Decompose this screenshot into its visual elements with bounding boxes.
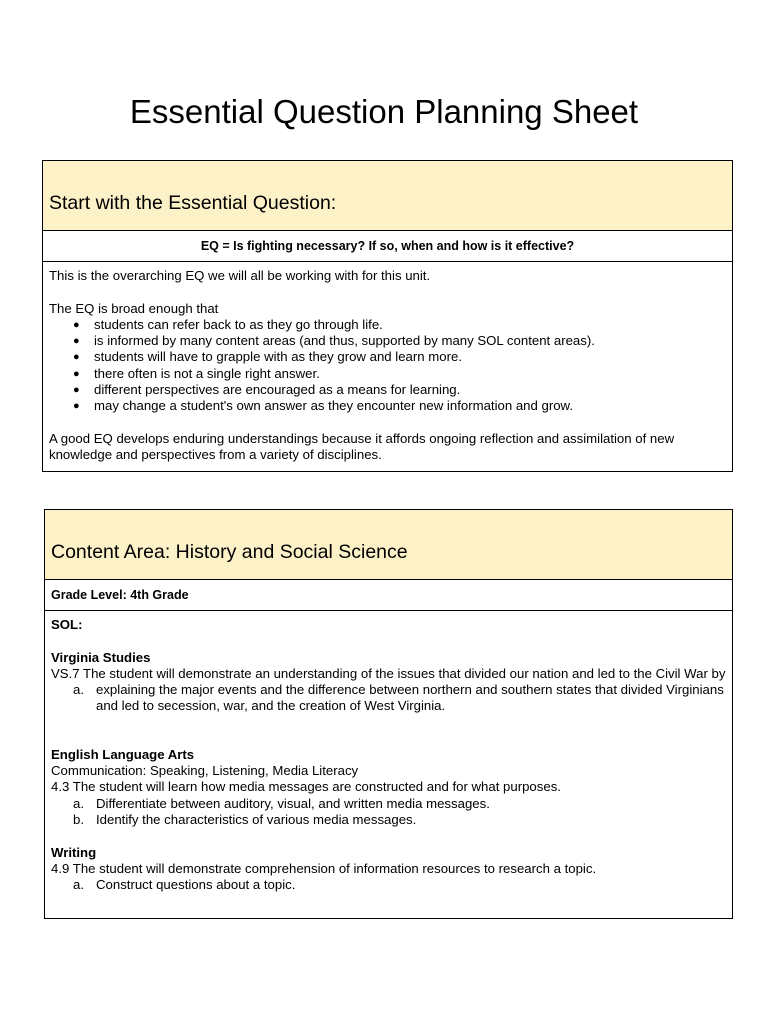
writing-items [51,877,726,893]
essential-question: EQ = Is fighting necessary? If so, when and how is it effective? [43,231,732,262]
list-item: ● may change a student's own answer as they encounter new information and grow. [73,398,574,414]
bullet-icon: ● [73,367,80,380]
grade-level: Grade Level: 4th Grade [45,580,732,611]
list-item: a. explaining the major events and the difference between northern and southern states that divided Virginians and led to secession, war, and the creation of West Virginia. [73,682,724,714]
list-item: ● students can refer back to as they go through life. [73,316,383,332]
intro-text: This is the overarching EQ we will all be working with for this unit. [49,268,431,283]
ela-standard: 4.3 The student will learn how media messages are constructed and for what purposes. [51,779,561,795]
bullet-icon: ● [73,318,80,331]
bullet-icon: ● [73,400,80,413]
section-body [43,262,732,464]
essential-question-section [42,160,733,472]
section-header: Start with the Essential Question: [43,161,732,231]
eq-criteria-list [49,317,726,415]
list-item: ● there often is not a single right answer. [73,365,320,381]
bullet-icon: ● [73,351,80,364]
list-item: ● students will have to grapple with as they grow and learn more. [73,349,462,365]
section-body [45,611,732,893]
broad-lead-text: The EQ is broad enough that [49,300,219,316]
writing-standard: 4.9 The student will demonstrate comprehension of information resources to research a topic. [51,860,597,876]
list-item: ● is informed by many content areas (and thus, supported by many SOL content areas). [73,333,595,349]
virginia-standard: VS.7 The student will demonstrate an understanding of the issues that divided our nation and led to the Civil War by [51,665,726,681]
ela-heading: English Language Arts [51,746,195,762]
page-title: Essential Question Planning Sheet [129,93,639,130]
list-item: b. Identify the characteristics of various media messages. [73,811,417,827]
bullet-icon: ● [73,335,80,348]
ela-items [51,796,726,829]
virginia-studies-heading: Virginia Studies [51,649,151,665]
writing-heading: Writing [51,844,97,860]
ela-strand: Communication: Speaking, Listening, Media Literacy [51,763,359,779]
list-item: a. Construct questions about a topic. [73,877,296,893]
bullet-icon: ● [73,384,80,397]
closing-text: A good EQ develops enduring understandings because it affords ongoing reflection and assimilation of new knowledge and perspectives from a variety of disciplines. [49,430,675,463]
content-area-section [44,509,733,919]
list-item: a. Differentiate between auditory, visual, and written media messages. [73,795,490,811]
list-item: ● different perspectives are encouraged as a means for learning. [73,382,461,398]
sol-label: SOL: [51,617,83,632]
section-header: Content Area: History and Social Science [45,510,732,580]
virginia-items [51,682,726,715]
